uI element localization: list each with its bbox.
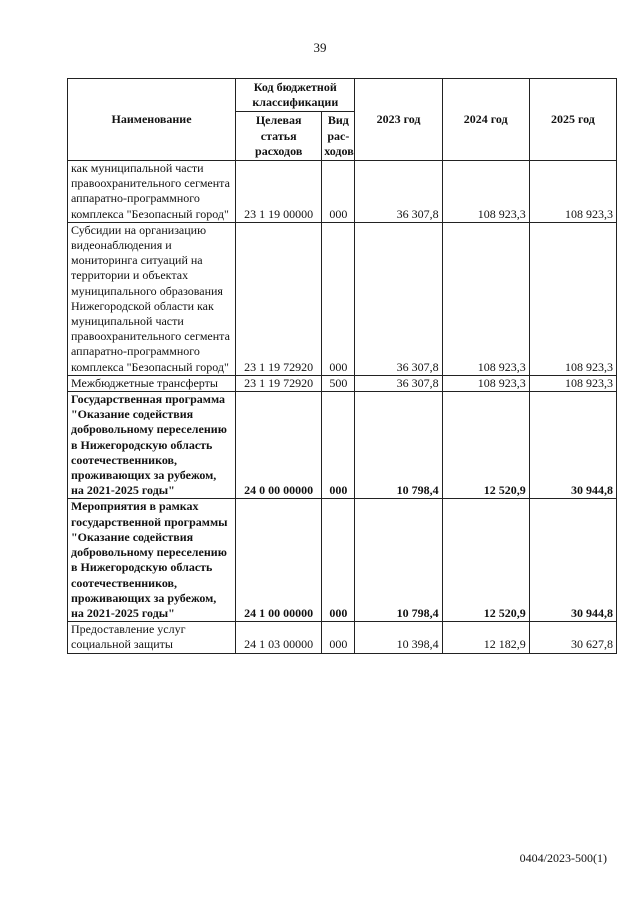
table-row [68,222,617,375]
table-row [68,161,617,223]
row-target-code: 23 1 19 72920 [236,222,322,375]
header-year-2023: 2023 год [355,79,442,161]
row-value-2024: 12 520,9 [442,392,529,499]
page-number: 39 [313,40,327,55]
header-year-2025: 2025 год [529,79,616,161]
row-value-2024: 12 182,9 [442,622,529,653]
row-expense-type: 000 [322,161,355,223]
row-value-2023: 36 307,8 [355,375,442,391]
row-value-2025: 30 944,8 [529,499,616,622]
row-name: Межбюджетные трансферты [68,375,236,391]
row-value-2025: 108 923,3 [529,161,616,223]
row-expense-type: 500 [322,375,355,391]
row-value-2023: 10 798,4 [355,499,442,622]
row-expense-type: 000 [322,499,355,622]
row-value-2024: 108 923,3 [442,222,529,375]
row-value-2024: 108 923,3 [442,375,529,391]
row-expense-type: 000 [322,222,355,375]
row-value-2023: 36 307,8 [355,222,442,375]
row-name: Мероприятия в рамках государственной программы "Оказание содействия добровольному переселению в Нижегородскую область соотечественников, проживающих за рубежом, на 2021-2025 годы" [68,499,236,622]
budget-table [67,78,617,654]
table-row [68,622,617,653]
row-value-2025: 30 944,8 [529,392,616,499]
row-expense-type: 000 [322,622,355,653]
header-name: Наименование [68,79,236,161]
row-value-2025: 108 923,3 [529,375,616,391]
row-value-2024: 108 923,3 [442,161,529,223]
row-target-code: 24 1 00 00000 [236,499,322,622]
table-row [68,375,617,391]
row-name: Предоставление услуг социальной защиты [68,622,236,653]
header-code-group: Код бюджетной классификации [236,79,355,112]
table-row [68,499,617,622]
document-code: 0404/2023-500(1) [519,851,607,865]
row-value-2023: 10 798,4 [355,392,442,499]
row-value-2024: 12 520,9 [442,499,529,622]
row-name: Государственная программа "Оказание содействия добровольному переселению в Нижегородскую область соотечественников, проживающих за рубежом, на 2021-2025 годы" [68,392,236,499]
row-value-2023: 10 398,4 [355,622,442,653]
row-target-code: 23 1 19 72920 [236,375,322,391]
header-year-2024: 2024 год [442,79,529,161]
row-value-2025: 108 923,3 [529,222,616,375]
row-value-2023: 36 307,8 [355,161,442,223]
header-target-item: Целевая статья расходов [236,112,322,161]
header-row-top [68,79,617,112]
row-target-code: 24 1 03 00000 [236,622,322,653]
row-name: как муниципальной части правоохранительного сегмента аппаратно-программного комплекса "Безопасный город" [68,161,236,223]
row-expense-type: 000 [322,392,355,499]
table-row [68,392,617,499]
row-name: Субсидии на организацию видеонаблюдения и мониторинга ситуаций на территории и объектах муниципального образования Нижегородской области как муниципальной части правоохранительного сегмента аппаратно-программного комплекса "Безопасный город" [68,222,236,375]
header-expense-type: Вид рас-ходов [322,112,355,161]
row-target-code: 23 1 19 00000 [236,161,322,223]
row-target-code: 24 0 00 00000 [236,392,322,499]
row-value-2025: 30 627,8 [529,622,616,653]
